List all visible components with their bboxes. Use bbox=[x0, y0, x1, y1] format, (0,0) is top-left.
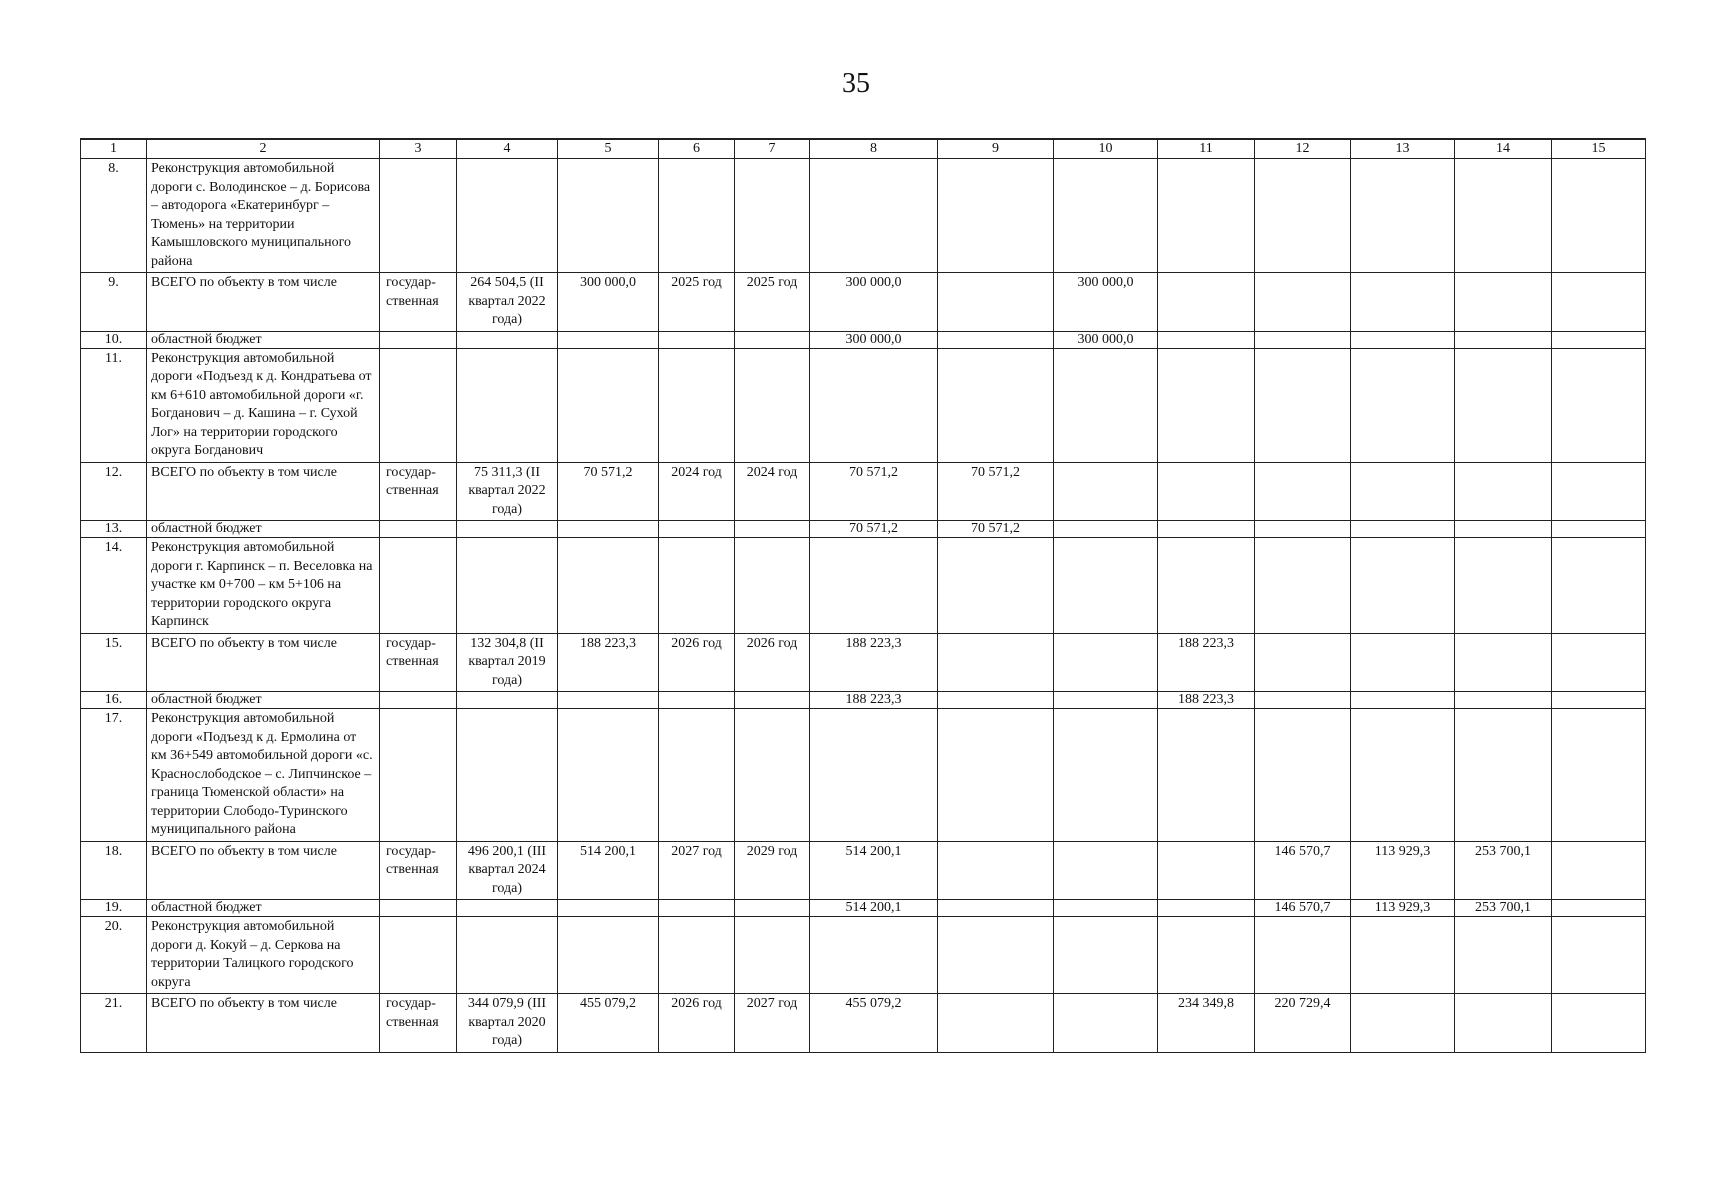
year-amount-cell bbox=[1158, 917, 1255, 994]
object-name: Реконструкция автомобильной дороги «Подъезд к д. Ермолина от км 36+549 автомобильной дороги «с. Краснослободское – с. Липчинское – граница Тюменской области» на территории Слободо-Туринского муниципального района bbox=[147, 709, 380, 842]
start-year-cell: 2027 год bbox=[659, 841, 735, 900]
year-amount-cell bbox=[1054, 462, 1158, 521]
col-header: 2 bbox=[147, 139, 380, 159]
start-year-cell bbox=[659, 348, 735, 462]
year-amount-cell: 188 223,3 bbox=[1158, 692, 1255, 709]
table-row bbox=[81, 692, 1646, 709]
year-amount-cell bbox=[938, 159, 1054, 273]
ownership-cell bbox=[380, 709, 457, 842]
year-amount-cell bbox=[1158, 273, 1255, 332]
year-amount-cell: 113 929,3 bbox=[1351, 900, 1455, 917]
ownership-cell: государ-ственная bbox=[380, 841, 457, 900]
cost-estimate-cell: 496 200,1 (III квартал 2024 года) bbox=[457, 841, 558, 900]
year-amount-cell bbox=[1552, 462, 1646, 521]
object-name: Реконструкция автомобильной дороги д. Кокуй – д. Серкова на территории Талицкого городского округа bbox=[147, 917, 380, 994]
start-year-cell bbox=[659, 159, 735, 273]
year-amount-cell bbox=[1351, 521, 1455, 538]
year-amount-cell bbox=[1552, 538, 1646, 634]
financing-total-cell bbox=[810, 348, 938, 462]
year-amount-cell: 146 570,7 bbox=[1255, 900, 1351, 917]
year-amount-cell bbox=[1351, 159, 1455, 273]
ownership-cell bbox=[380, 692, 457, 709]
row-number: 10. bbox=[81, 331, 147, 348]
total-cost-cell: 300 000,0 bbox=[558, 273, 659, 332]
object-name: ВСЕГО по объекту в том числе bbox=[147, 462, 380, 521]
year-amount-cell bbox=[1552, 994, 1646, 1053]
col-header: 7 bbox=[735, 139, 810, 159]
end-year-cell bbox=[735, 900, 810, 917]
year-amount-cell bbox=[1552, 331, 1646, 348]
end-year-cell bbox=[735, 709, 810, 842]
col-header: 12 bbox=[1255, 139, 1351, 159]
object-name: ВСЕГО по объекту в том числе bbox=[147, 633, 380, 692]
col-header: 3 bbox=[380, 139, 457, 159]
total-cost-cell: 188 223,3 bbox=[558, 633, 659, 692]
page-number: 35 bbox=[842, 68, 870, 99]
table-row bbox=[81, 709, 1646, 842]
start-year-cell bbox=[659, 538, 735, 634]
year-amount-cell bbox=[1455, 462, 1552, 521]
financing-total-cell bbox=[810, 709, 938, 842]
object-name: Реконструкция автомобильной дороги г. Карпинск – п. Веселовка на участке км 0+700 – км 5+106 на территории городского округа Карпинск bbox=[147, 538, 380, 634]
year-amount-cell bbox=[938, 538, 1054, 634]
ownership-cell bbox=[380, 331, 457, 348]
total-cost-cell bbox=[558, 900, 659, 917]
cost-estimate-cell: 132 304,8 (II квартал 2019 года) bbox=[457, 633, 558, 692]
start-year-cell: 2025 год bbox=[659, 273, 735, 332]
year-amount-cell bbox=[1351, 917, 1455, 994]
year-amount-cell bbox=[1351, 331, 1455, 348]
year-amount-cell bbox=[1158, 159, 1255, 273]
year-amount-cell: 300 000,0 bbox=[1054, 273, 1158, 332]
start-year-cell bbox=[659, 521, 735, 538]
row-number: 8. bbox=[81, 159, 147, 273]
col-header: 6 bbox=[659, 139, 735, 159]
total-cost-cell bbox=[558, 348, 659, 462]
year-amount-cell bbox=[1158, 521, 1255, 538]
financing-total-cell bbox=[810, 917, 938, 994]
year-amount-cell bbox=[1455, 917, 1552, 994]
table-row bbox=[81, 994, 1646, 1053]
cost-estimate-cell bbox=[457, 538, 558, 634]
start-year-cell: 2026 год bbox=[659, 994, 735, 1053]
cost-estimate-cell: 344 079,9 (III квартал 2020 года) bbox=[457, 994, 558, 1053]
table-row bbox=[81, 538, 1646, 634]
year-amount-cell bbox=[1054, 709, 1158, 842]
year-amount-cell bbox=[1455, 348, 1552, 462]
year-amount-cell: 300 000,0 bbox=[1054, 331, 1158, 348]
year-amount-cell bbox=[1158, 348, 1255, 462]
year-amount-cell bbox=[1054, 900, 1158, 917]
year-amount-cell bbox=[1455, 994, 1552, 1053]
ownership-cell bbox=[380, 900, 457, 917]
year-amount-cell bbox=[1255, 348, 1351, 462]
object-name: ВСЕГО по объекту в том числе bbox=[147, 841, 380, 900]
year-amount-cell bbox=[1158, 841, 1255, 900]
col-header: 14 bbox=[1455, 139, 1552, 159]
object-name: Реконструкция автомобильной дороги «Подъезд к д. Кондратьева от км 6+610 автомобильной дороги «г. Богданович – д. Кашина – г. Сухой Лог» на территории городского округа Богданович bbox=[147, 348, 380, 462]
ownership-cell: государ-ственная bbox=[380, 462, 457, 521]
year-amount-cell bbox=[938, 273, 1054, 332]
total-cost-cell bbox=[558, 331, 659, 348]
ownership-cell: государ-ственная bbox=[380, 273, 457, 332]
year-amount-cell bbox=[1255, 709, 1351, 842]
year-amount-cell bbox=[1455, 273, 1552, 332]
financing-total-cell: 188 223,3 bbox=[810, 633, 938, 692]
cost-estimate-cell bbox=[457, 521, 558, 538]
year-amount-cell: 70 571,2 bbox=[938, 521, 1054, 538]
cost-estimate-cell bbox=[457, 709, 558, 842]
year-amount-cell bbox=[938, 841, 1054, 900]
financing-total-cell bbox=[810, 159, 938, 273]
budget-table bbox=[80, 138, 1646, 1053]
year-amount-cell bbox=[938, 917, 1054, 994]
year-amount-cell bbox=[1054, 917, 1158, 994]
row-number: 9. bbox=[81, 273, 147, 332]
financing-total-cell: 300 000,0 bbox=[810, 331, 938, 348]
year-amount-cell bbox=[1255, 692, 1351, 709]
row-number: 12. bbox=[81, 462, 147, 521]
cost-estimate-cell bbox=[457, 159, 558, 273]
cost-estimate-cell: 264 504,5 (II квартал 2022 года) bbox=[457, 273, 558, 332]
row-number: 11. bbox=[81, 348, 147, 462]
year-amount-cell bbox=[1054, 994, 1158, 1053]
row-number: 16. bbox=[81, 692, 147, 709]
object-name: ВСЕГО по объекту в том числе bbox=[147, 994, 380, 1053]
year-amount-cell bbox=[1552, 159, 1646, 273]
year-amount-cell bbox=[1351, 994, 1455, 1053]
total-cost-cell: 70 571,2 bbox=[558, 462, 659, 521]
table-row bbox=[81, 900, 1646, 917]
year-amount-cell: 113 929,3 bbox=[1351, 841, 1455, 900]
col-header: 9 bbox=[938, 139, 1054, 159]
ownership-cell bbox=[380, 159, 457, 273]
total-cost-cell bbox=[558, 538, 659, 634]
object-name: областной бюджет bbox=[147, 692, 380, 709]
col-header: 13 bbox=[1351, 139, 1455, 159]
end-year-cell: 2026 год bbox=[735, 633, 810, 692]
year-amount-cell bbox=[1255, 521, 1351, 538]
financing-total-cell: 300 000,0 bbox=[810, 273, 938, 332]
year-amount-cell bbox=[1054, 521, 1158, 538]
total-cost-cell: 455 079,2 bbox=[558, 994, 659, 1053]
year-amount-cell bbox=[1351, 462, 1455, 521]
year-amount-cell bbox=[1255, 633, 1351, 692]
end-year-cell bbox=[735, 331, 810, 348]
total-cost-cell bbox=[558, 692, 659, 709]
year-amount-cell bbox=[1158, 900, 1255, 917]
row-number: 18. bbox=[81, 841, 147, 900]
year-amount-cell: 188 223,3 bbox=[1158, 633, 1255, 692]
year-amount-cell bbox=[1351, 692, 1455, 709]
year-amount-cell: 253 700,1 bbox=[1455, 900, 1552, 917]
end-year-cell: 2024 год bbox=[735, 462, 810, 521]
cost-estimate-cell: 75 311,3 (II квартал 2022 года) bbox=[457, 462, 558, 521]
col-header: 15 bbox=[1552, 139, 1646, 159]
cost-estimate-cell bbox=[457, 348, 558, 462]
end-year-cell: 2029 год bbox=[735, 841, 810, 900]
ownership-cell bbox=[380, 348, 457, 462]
total-cost-cell: 514 200,1 bbox=[558, 841, 659, 900]
year-amount-cell bbox=[1054, 348, 1158, 462]
year-amount-cell bbox=[1255, 538, 1351, 634]
year-amount-cell bbox=[1552, 841, 1646, 900]
year-amount-cell bbox=[1351, 709, 1455, 842]
table-row bbox=[81, 462, 1646, 521]
year-amount-cell bbox=[1158, 709, 1255, 842]
year-amount-cell: 220 729,4 bbox=[1255, 994, 1351, 1053]
year-amount-cell bbox=[1351, 273, 1455, 332]
col-header: 1 bbox=[81, 139, 147, 159]
table-row bbox=[81, 841, 1646, 900]
year-amount-cell bbox=[1054, 692, 1158, 709]
year-amount-cell bbox=[1552, 692, 1646, 709]
start-year-cell bbox=[659, 709, 735, 842]
table-row bbox=[81, 331, 1646, 348]
total-cost-cell bbox=[558, 917, 659, 994]
budget-table-sheet bbox=[80, 138, 1645, 1053]
year-amount-cell bbox=[1455, 633, 1552, 692]
year-amount-cell: 234 349,8 bbox=[1158, 994, 1255, 1053]
cost-estimate-cell bbox=[457, 692, 558, 709]
start-year-cell: 2024 год bbox=[659, 462, 735, 521]
year-amount-cell bbox=[1351, 348, 1455, 462]
cost-estimate-cell bbox=[457, 900, 558, 917]
financing-total-cell: 514 200,1 bbox=[810, 900, 938, 917]
year-amount-cell bbox=[938, 633, 1054, 692]
total-cost-cell bbox=[558, 159, 659, 273]
year-amount-cell bbox=[1455, 692, 1552, 709]
ownership-cell: государ-ственная bbox=[380, 994, 457, 1053]
ownership-cell bbox=[380, 521, 457, 538]
year-amount-cell bbox=[1054, 633, 1158, 692]
financing-total-cell: 514 200,1 bbox=[810, 841, 938, 900]
end-year-cell: 2027 год bbox=[735, 994, 810, 1053]
end-year-cell bbox=[735, 159, 810, 273]
financing-total-cell: 70 571,2 bbox=[810, 462, 938, 521]
year-amount-cell bbox=[1455, 521, 1552, 538]
end-year-cell bbox=[735, 538, 810, 634]
ownership-cell bbox=[380, 917, 457, 994]
row-number: 21. bbox=[81, 994, 147, 1053]
year-amount-cell bbox=[1255, 159, 1351, 273]
row-number: 17. bbox=[81, 709, 147, 842]
year-amount-cell: 70 571,2 bbox=[938, 462, 1054, 521]
year-amount-cell bbox=[938, 900, 1054, 917]
row-number: 19. bbox=[81, 900, 147, 917]
col-header: 10 bbox=[1054, 139, 1158, 159]
year-amount-cell bbox=[1351, 633, 1455, 692]
year-amount-cell bbox=[938, 709, 1054, 842]
row-number: 15. bbox=[81, 633, 147, 692]
object-name: областной бюджет bbox=[147, 521, 380, 538]
year-amount-cell bbox=[938, 331, 1054, 348]
year-amount-cell bbox=[1552, 900, 1646, 917]
end-year-cell bbox=[735, 917, 810, 994]
row-number: 14. bbox=[81, 538, 147, 634]
object-name: областной бюджет bbox=[147, 331, 380, 348]
table-body bbox=[81, 159, 1646, 1053]
col-header: 5 bbox=[558, 139, 659, 159]
year-amount-cell bbox=[1255, 462, 1351, 521]
financing-total-cell: 70 571,2 bbox=[810, 521, 938, 538]
year-amount-cell bbox=[1158, 538, 1255, 634]
end-year-cell: 2025 год bbox=[735, 273, 810, 332]
col-header: 8 bbox=[810, 139, 938, 159]
table-row bbox=[81, 348, 1646, 462]
start-year-cell bbox=[659, 331, 735, 348]
end-year-cell bbox=[735, 692, 810, 709]
table-row bbox=[81, 917, 1646, 994]
year-amount-cell bbox=[1455, 538, 1552, 634]
object-name: Реконструкция автомобильной дороги с. Володинское – д. Борисова – автодорога «Екатеринбург – Тюмень» на территории Камышловского муниципального района bbox=[147, 159, 380, 273]
table-row bbox=[81, 159, 1646, 273]
cost-estimate-cell bbox=[457, 331, 558, 348]
start-year-cell bbox=[659, 900, 735, 917]
table-row bbox=[81, 273, 1646, 332]
financing-total-cell: 188 223,3 bbox=[810, 692, 938, 709]
year-amount-cell bbox=[1158, 462, 1255, 521]
total-cost-cell bbox=[558, 709, 659, 842]
start-year-cell: 2026 год bbox=[659, 633, 735, 692]
year-amount-cell bbox=[1455, 331, 1552, 348]
table-row bbox=[81, 633, 1646, 692]
year-amount-cell bbox=[938, 692, 1054, 709]
end-year-cell bbox=[735, 348, 810, 462]
year-amount-cell bbox=[1552, 917, 1646, 994]
year-amount-cell bbox=[1552, 521, 1646, 538]
row-number: 13. bbox=[81, 521, 147, 538]
ownership-cell bbox=[380, 538, 457, 634]
year-amount-cell bbox=[1054, 159, 1158, 273]
year-amount-cell bbox=[1552, 633, 1646, 692]
year-amount-cell bbox=[1054, 841, 1158, 900]
col-header: 4 bbox=[457, 139, 558, 159]
col-header: 11 bbox=[1158, 139, 1255, 159]
object-name: ВСЕГО по объекту в том числе bbox=[147, 273, 380, 332]
year-amount-cell: 253 700,1 bbox=[1455, 841, 1552, 900]
year-amount-cell bbox=[1255, 917, 1351, 994]
year-amount-cell bbox=[1054, 538, 1158, 634]
table-row bbox=[81, 521, 1646, 538]
year-amount-cell bbox=[938, 348, 1054, 462]
year-amount-cell bbox=[938, 994, 1054, 1053]
financing-total-cell: 455 079,2 bbox=[810, 994, 938, 1053]
year-amount-cell bbox=[1552, 348, 1646, 462]
start-year-cell bbox=[659, 917, 735, 994]
start-year-cell bbox=[659, 692, 735, 709]
year-amount-cell bbox=[1158, 331, 1255, 348]
year-amount-cell bbox=[1255, 273, 1351, 332]
year-amount-cell: 146 570,7 bbox=[1255, 841, 1351, 900]
row-number: 20. bbox=[81, 917, 147, 994]
column-number-header-row bbox=[81, 139, 1646, 159]
year-amount-cell bbox=[1455, 159, 1552, 273]
year-amount-cell bbox=[1455, 709, 1552, 842]
total-cost-cell bbox=[558, 521, 659, 538]
cost-estimate-cell bbox=[457, 917, 558, 994]
end-year-cell bbox=[735, 521, 810, 538]
year-amount-cell bbox=[1351, 538, 1455, 634]
year-amount-cell bbox=[1552, 273, 1646, 332]
year-amount-cell bbox=[1552, 709, 1646, 842]
financing-total-cell bbox=[810, 538, 938, 634]
year-amount-cell bbox=[1255, 331, 1351, 348]
ownership-cell: государ-ственная bbox=[380, 633, 457, 692]
object-name: областной бюджет bbox=[147, 900, 380, 917]
